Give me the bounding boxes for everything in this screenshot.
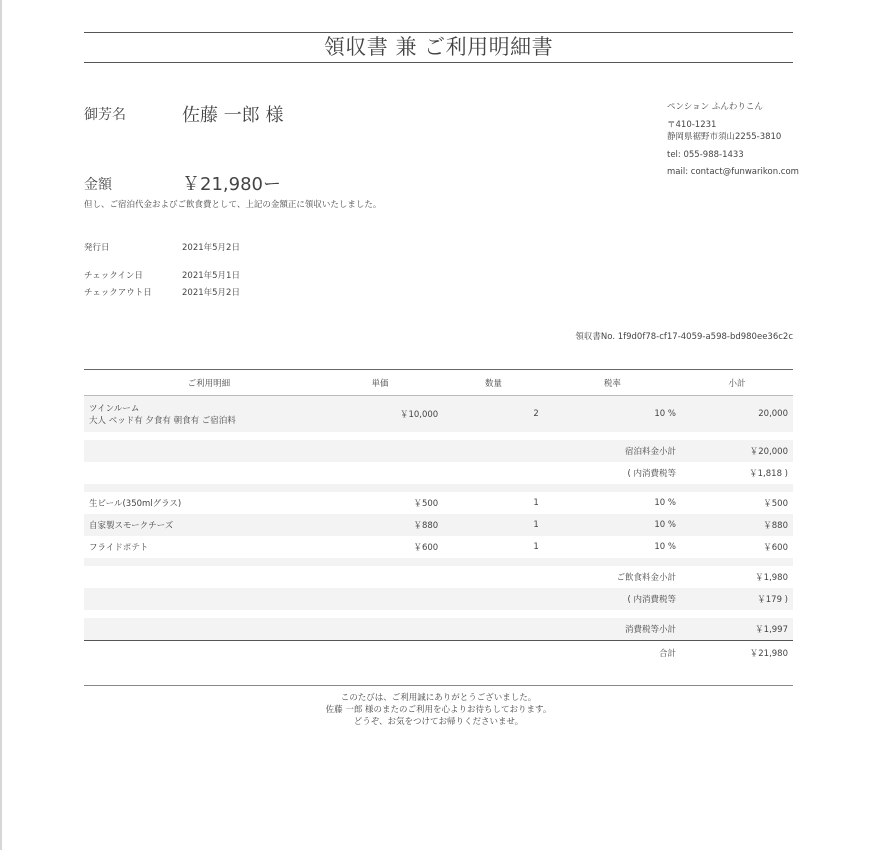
item-name: フライドポテト [89,543,149,553]
tax-subtotal-value: ￥1,997 [681,618,793,641]
food-subtotal-row [84,566,793,588]
item-qty: 1 [533,542,539,552]
item-qty: 1 [533,498,539,508]
footer-message [84,692,793,728]
item-rate: 10 % [654,498,676,508]
food-tax-label: ( 内消費税等 [544,588,681,610]
table-row-room [84,396,793,433]
item-rate: 10 % [544,514,681,536]
footer-line-2: 佐藤 一郎 様のまたのご利用を心よりお待ちしております。 [325,705,552,715]
tax-subtotal-row [84,618,793,641]
issuer-name: ペンション ふんわりこん [667,102,763,112]
receipt-number: 領収書No. 1f9d0f78-cf17-4059-a598-bd980ee36c2c [575,332,793,342]
issuer-postal: 〒410-1231 [667,120,717,130]
checkin-label: チェックイン日 [84,271,143,281]
table-row [84,536,793,558]
amount-value: ￥21,980ー [182,174,281,195]
table-header-row [84,370,793,396]
room-subtotal: 20,000 [681,396,793,433]
issuer-tel: tel: 055-988-1433 [667,150,744,160]
room-rate: 10 % [544,396,681,433]
total-row [84,641,793,666]
table-row [84,492,793,514]
header-unit-price: 単価 [317,370,443,396]
item-price: ￥500 [413,499,439,509]
item-subtotal: ￥600 [763,543,788,553]
tax-subtotal-label: 消費税等小計 [544,618,681,641]
item-qty: 1 [443,514,544,536]
lodging-subtotal-value: ￥20,000 [681,440,793,462]
spacer-row [84,484,793,492]
room-price: ￥10,000 [317,396,443,433]
room-cell [84,396,317,433]
item-price: ￥600 [413,543,439,553]
spacer-row [84,432,793,440]
spacer-row [84,558,793,566]
checkout-label: チェックアウト日 [84,288,152,298]
footer-line-3: どうぞ、お気をつけてお帰りくださいませ。 [353,717,524,727]
issuer-address: 静岡県裾野市須山2255-3810 [667,132,782,142]
issuer-mail: mail: contact@funwarikon.com [667,167,799,177]
item-name: 自家製スモークチーズ [84,514,317,536]
total-value: ￥21,980 [681,641,793,666]
item-subtotal: ￥500 [763,499,788,509]
room-detail: 大人 ベッド有 夕食有 朝食有 ご宿泊料 [89,416,236,426]
header-quantity: 数量 [443,370,544,396]
item-rate: 10 % [654,542,676,552]
amount-label: 金額 [84,177,112,193]
issue-date-value: 2021年5月2日 [182,243,240,253]
checkin-value: 2021年5月1日 [182,271,240,281]
lodging-tax-row [84,462,793,484]
header-subtotal: 小計 [681,370,793,396]
lodging-subtotal-row [84,440,793,462]
footer-divider [84,685,793,686]
document-title: 領収書 兼 ご利用明細書 [84,32,793,63]
receipt-page [84,32,799,727]
food-subtotal-value: ￥1,980 [755,573,788,583]
food-subtotal-label: ご飲食料金小計 [616,573,676,583]
table-row [84,514,793,536]
lodging-tax-label: ( 内消費税等 [627,469,676,479]
footer-line-1: このたびは、ご利用誠にありがとうございました。 [340,693,537,703]
recipient-name: 佐藤 一郎 様 [182,105,284,126]
recipient-label: 御芳名 [84,107,126,123]
amount-note: 但し、ご宿泊代金およびご飲食費として、上記の金額正に領収いたしました。 [84,200,382,210]
checkout-value: 2021年5月2日 [182,288,240,298]
header-details: ご利用明細 [84,370,317,396]
food-tax-row [84,588,793,610]
page-left-border [0,0,2,850]
header-tax-rate: 税率 [544,370,681,396]
room-name: ツインルーム [89,404,140,414]
lodging-tax-value: ￥1,818 ) [749,469,788,479]
usage-details-table [84,369,793,665]
item-subtotal: ￥880 [681,514,793,536]
total-label: 合計 [544,641,681,666]
issue-date-label: 発行日 [84,243,110,253]
lodging-subtotal-label: 宿泊料金小計 [544,440,681,462]
food-tax-value: ￥179 ) [681,588,793,610]
item-name: 生ビール(350mlグラス) [89,499,182,509]
spacer-row [84,610,793,618]
item-price: ￥880 [317,514,443,536]
room-qty: 2 [443,396,544,433]
